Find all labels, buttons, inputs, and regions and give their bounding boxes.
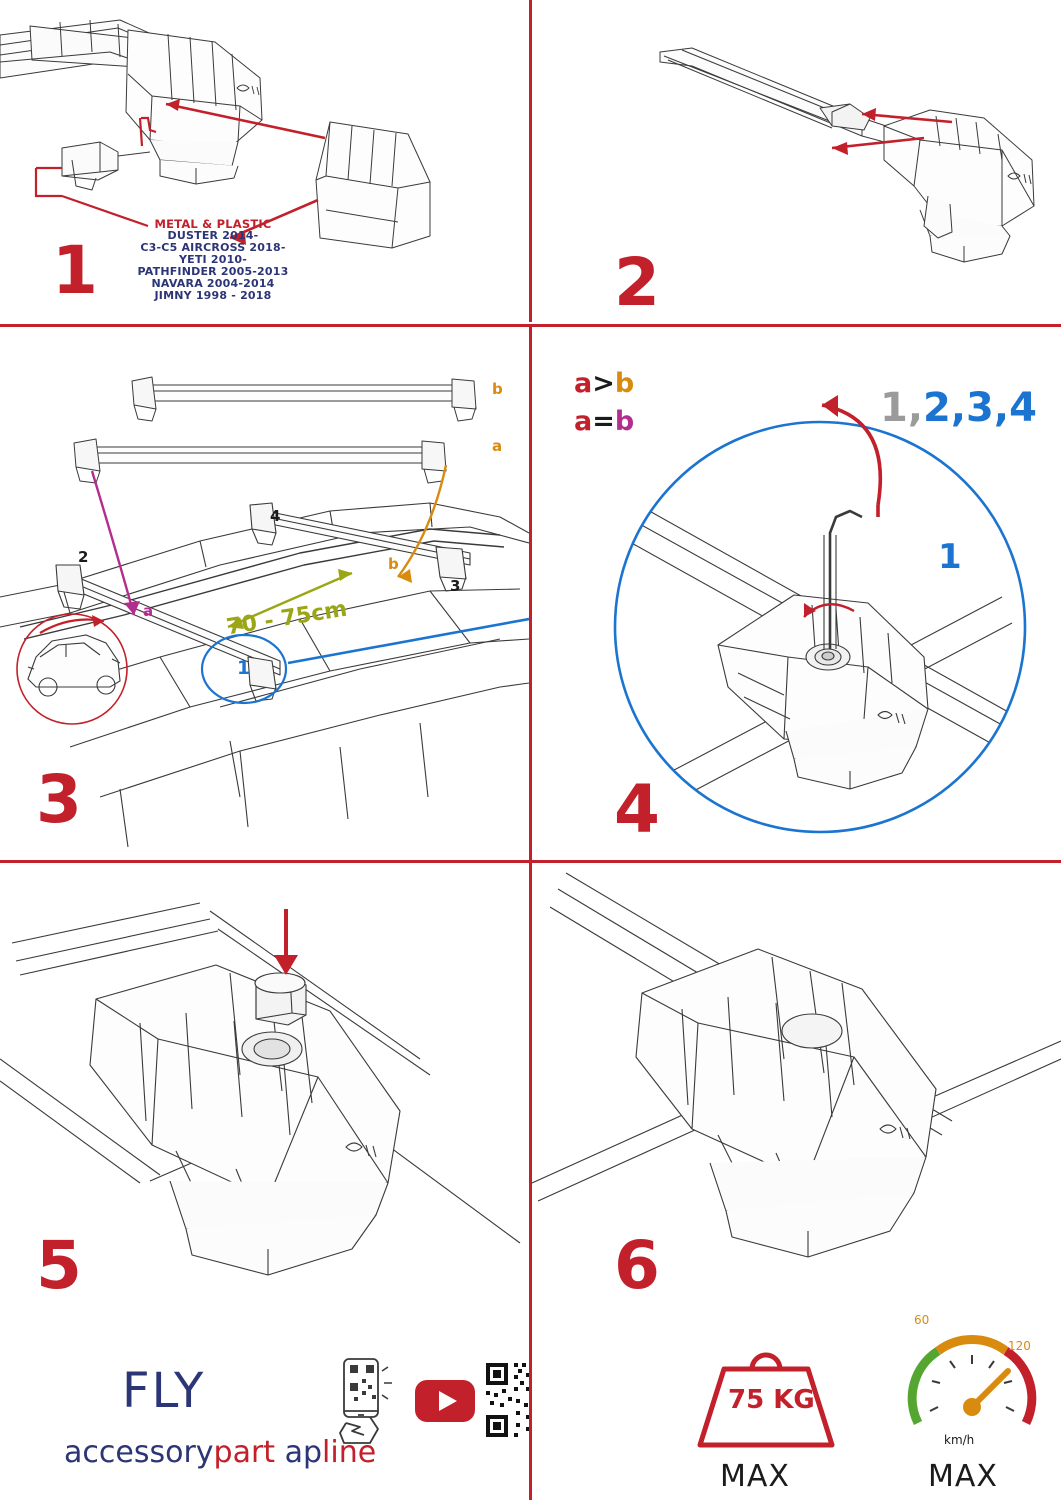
eq2-op: = xyxy=(592,406,615,437)
bar-label-a-top: a xyxy=(492,437,503,455)
gauge-max-label: 120 xyxy=(1008,1339,1031,1353)
panel-step-4 xyxy=(532,327,1061,860)
max-weight-value: 75 KG xyxy=(728,1385,815,1415)
speed-unit-label: km/h xyxy=(944,1433,975,1447)
vehicle-5: JIMNY 1998 - 2018 xyxy=(154,288,272,302)
brand-part: part xyxy=(213,1435,276,1470)
roof-label-4: 4 xyxy=(270,507,281,525)
vehicle-2: YETI 2010- xyxy=(178,253,248,267)
vehicle-3: PATHFINDER 2005-2013 xyxy=(137,265,289,279)
brand-fly: FLY xyxy=(122,1363,206,1419)
gauge-min-label: 60 xyxy=(914,1313,930,1327)
note-title: METAL & PLASTIC xyxy=(154,217,272,231)
step-number-1: 1 xyxy=(52,232,96,309)
step-2-illustration xyxy=(532,0,1061,324)
scan-qr-hand-icon xyxy=(330,1353,400,1449)
compatibility-note xyxy=(98,218,328,302)
vehicle-0: DUSTER 2014- xyxy=(167,229,259,243)
step-number-3: 3 xyxy=(36,761,80,838)
order-suffix: 2,3,4 xyxy=(923,385,1037,431)
step-6-illustration xyxy=(532,863,1061,1323)
roof-label-b: b xyxy=(388,555,399,573)
eq1-op: > xyxy=(592,368,615,399)
panel-step-6 xyxy=(532,863,1061,1500)
roof-label-3: 3 xyxy=(450,577,461,595)
tighten-order-label xyxy=(880,385,1037,431)
callout-number-1: 1 xyxy=(938,537,962,577)
youtube-icon[interactable] xyxy=(414,1379,476,1423)
step-number-2: 2 xyxy=(614,244,658,321)
step-number-4: 4 xyxy=(614,771,658,848)
order-prefix: 1, xyxy=(880,385,924,431)
eq2-left: a xyxy=(574,406,593,437)
vehicle-4: NAVARA 2004-2014 xyxy=(151,276,275,290)
brand-accessory: accessory xyxy=(64,1435,214,1470)
brand-ap: ap xyxy=(284,1435,323,1470)
brand-line-word: line xyxy=(322,1435,377,1470)
panel-step-5 xyxy=(0,863,529,1500)
roof-label-1: 1 xyxy=(237,657,251,679)
max-weight-label: MAX xyxy=(720,1459,790,1494)
eq2-right: b xyxy=(614,406,635,437)
vehicle-1: C3-C5 AIRCROSS 2018- xyxy=(140,241,286,255)
panel-step-3 xyxy=(0,327,529,860)
panel-step-1 xyxy=(0,0,529,324)
max-speed-label: MAX xyxy=(928,1459,998,1494)
eq1-left: a xyxy=(574,368,593,399)
bar-distance-label: 70 - 75cm xyxy=(224,596,349,641)
roof-label-2: 2 xyxy=(78,548,89,566)
roof-label-a: a xyxy=(143,602,154,620)
bar-label-b-top: b xyxy=(492,380,503,398)
eq1-right: b xyxy=(614,368,635,399)
step-number-6: 6 xyxy=(614,1227,658,1304)
step-number-5: 5 xyxy=(36,1227,80,1304)
qr-code xyxy=(482,1359,529,1441)
panel-step-2 xyxy=(532,0,1061,324)
